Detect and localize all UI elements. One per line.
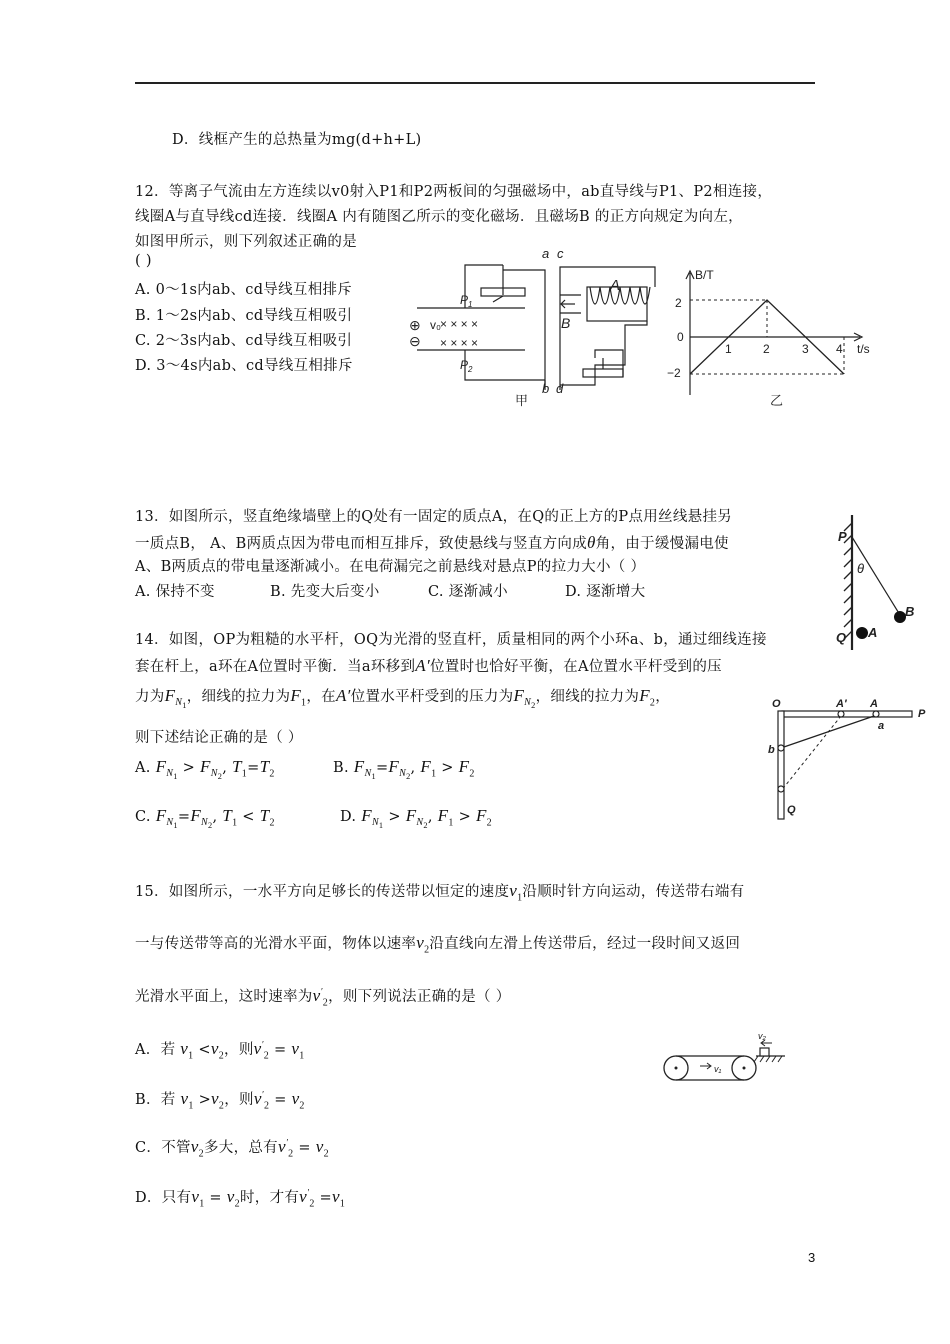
q12-circuit-figure	[405, 245, 670, 407]
q14-line2	[135, 655, 722, 676]
q14-option-b: B. $F_{N_1}=F_{N_2}$, $F_1 > F_2$	[333, 757, 475, 782]
q14-option-c: C. $F_{N_1}=F_{N_2}$, $T_1 < T_2$	[135, 806, 275, 831]
q12-graph-title: 乙	[770, 393, 784, 408]
q12-paren: ( )	[135, 253, 152, 269]
q14-aprime-2: A′	[335, 686, 351, 705]
q12-fig-a: a	[542, 246, 550, 261]
q13-ball-a	[856, 627, 868, 639]
q12-fig-p2: $P_2$	[460, 358, 473, 374]
q13-theta: θ	[587, 533, 596, 552]
q14-l3-f: ，	[655, 689, 671, 705]
q13-line2	[135, 532, 729, 553]
q12-graph-ylabel: B/T	[695, 268, 714, 282]
q13-fig-theta: θ	[857, 561, 865, 576]
q12-line2: 线圈A与直导线cd连接．线圈A 内有随图乙所示的变化磁场．且磁场B 的正方向规定为向左，	[135, 209, 743, 225]
q13-fig-q: Q	[836, 630, 847, 645]
q12-graph-tick-x3: 3	[802, 342, 809, 356]
q12-fig-c: c	[557, 246, 564, 261]
q12-graph-tick-x4: 4	[836, 342, 843, 356]
q12-graph-tick-y0: 0	[677, 330, 684, 344]
q12-graph-xlabel: t/s	[857, 342, 870, 356]
q14-line2-b: 位置时也恰好平衡，在A位置水平杆受到的压	[429, 659, 722, 675]
q14-f1: $F_1$	[290, 686, 307, 709]
q12-option-d: D. 3～4s内ab、cd导线互相排斥	[135, 358, 353, 374]
q12-fig-minus: ⊖	[409, 333, 421, 349]
q12-option-a: A. 0～1s内ab、cd导线互相排斥	[135, 282, 353, 298]
q12-option-b: B. 1～2s内ab、cd导线互相吸引	[135, 308, 353, 324]
q14-l3-d: 位置水平杆受到的压力为	[350, 689, 514, 705]
q14-fig-a: A	[870, 698, 878, 710]
q14-l3-a: 力为	[135, 689, 165, 705]
q14-l3-b: ，细线的拉力为	[186, 689, 291, 705]
q14-l3-c: ，在	[306, 689, 336, 705]
q13-figure	[832, 515, 927, 655]
q14-fig-q: Q	[787, 804, 796, 816]
q14-l3-e: ，细线的拉力为	[535, 689, 640, 705]
q15-line3: 光滑水平面上，这时速率为$v'_2$，则下列说法正确的是（ ）	[135, 986, 511, 1009]
q15-line1: 15．如图所示，一水平方向足够长的传送带以恒定的速度$v_1$沿顺时针方向运动，传送带右端有	[135, 881, 745, 904]
q12-line1: 12．等离子气流由左方连续以v0射入P1和P2两板间的匀强磁场中，ab直导线与P1、P2相连接，	[135, 184, 773, 200]
q13-option-c: C. 逐渐减小	[428, 584, 508, 600]
q13-fig-b: B	[905, 604, 915, 619]
q12-fig-p1: $P_1$	[460, 293, 473, 309]
page-number: 3	[808, 1250, 816, 1265]
q14-option-d: D. $F_{N_1} > F_{N_2}$, $F_1 > F_2$	[340, 806, 492, 831]
q14-line1: 14．如图，OP为粗糙的水平杆，OQ为光滑的竖直杆，质量相同的两个小环a、b，通过细线连接	[135, 632, 767, 648]
q12-fig-plus: ⊕	[409, 317, 421, 333]
q15-v1: $v_1$	[509, 881, 523, 904]
q15-line2: 一与传送带等高的光滑水平面，物体以速率$v_2$沿直线向左滑上传送带后，经过一段时间又返回	[135, 933, 741, 956]
q12-option-c: C. 2～3s内ab、cd导线互相吸引	[135, 333, 353, 349]
q15-v2prime: $v'_2$	[312, 986, 329, 1009]
header-rule	[135, 82, 815, 84]
q14-figure	[760, 695, 930, 825]
q13-fig-a: A	[868, 625, 878, 640]
q14-fig-ring-b: b	[768, 744, 775, 756]
q14-f2: $F_2$	[639, 686, 656, 709]
q12-graph-tick-y2: 2	[675, 296, 682, 310]
q12-b-graph	[665, 265, 880, 410]
q15-fig-v1: v₁	[714, 1064, 722, 1074]
q14-line3	[135, 685, 670, 710]
q13-fig-p: P	[838, 529, 847, 544]
q14-line2-a: 套在杆上，a环在A位置时平衡．当a环移到	[135, 659, 416, 675]
q13-line3: A、B两质点的带电量逐渐减小。在电荷漏完之前悬线对悬点P的拉力大小（ ）	[135, 559, 646, 575]
q12-graph-tick-ym2: −2	[667, 366, 681, 380]
q13-option-d: D. 逐渐增大	[565, 584, 646, 600]
q12-fig-jia: 甲	[515, 393, 529, 407]
q13-line2-a: 一质点B， A、B两质点因为带电而相互排斥，致使悬线与竖直方向成	[135, 536, 587, 552]
q12-graph-tick-x2: 2	[763, 342, 770, 356]
q14-aprime: A′	[415, 656, 430, 675]
q15-fig-v2: v₂	[758, 1031, 766, 1041]
q15-option-c: C．不管$v_2$多大，总有$v'_2 = v_2$	[135, 1137, 329, 1160]
q14-fn2: $F_{N_2}$	[513, 686, 536, 711]
q13-line1: 13．如图所示，竖直绝缘墙壁上的Q处有一固定的质点A，在Q的正上方的P点用丝线悬挂另	[135, 509, 733, 525]
q14-fig-ring-a: a	[878, 720, 885, 732]
q15-v2: $v_2$	[416, 933, 430, 956]
q15-option-d: D．只有$v_1 = v_2$时，才有$v'_2 =v_1$	[135, 1187, 346, 1210]
q12-fig-crosses-2: × × × ×	[440, 336, 479, 350]
q14-fig-o: O	[772, 698, 781, 710]
q12-fig-field-b: B	[561, 315, 571, 331]
q11-option-d: D．线框产生的总热量为mg(d+h+L)	[172, 132, 422, 148]
q14-option-a: A. $F_{N_1} > F_{N_2}$, $T_1=T_2$	[135, 757, 275, 782]
q12-fig-v0: v₀	[430, 318, 441, 332]
q15-option-a: A．若 $v_1 <v_2$，则$v'_2 = v_1$	[135, 1039, 305, 1062]
q13-option-b: B. 先变大后变小	[270, 584, 380, 600]
q12-graph-tick-x1: 1	[725, 342, 732, 356]
q12-fig-crosses: × × × ×	[440, 317, 479, 331]
q12-line3: 如图甲所示，则下列叙述正确的是	[135, 234, 357, 250]
q12-fig-coil-a: A	[610, 277, 621, 294]
q15-conveyor-figure	[660, 1030, 790, 1090]
q12-fig-b: b	[542, 381, 550, 396]
q12-fig-d: d	[556, 381, 564, 396]
q14-line4: 则下述结论正确的是（ ）	[135, 730, 303, 746]
q13-line2-b: 角，由于缓慢漏电使	[595, 536, 729, 552]
q14-fig-aprime: A′	[836, 698, 847, 710]
q14-fn1: $F_{N_1}$	[164, 686, 187, 711]
q14-fig-p: P	[918, 708, 926, 720]
q13-option-a: A. 保持不变	[135, 584, 215, 600]
q15-option-b: B．若 $v_1 >v_2$，则$v'_2 = v_2$	[135, 1089, 305, 1112]
